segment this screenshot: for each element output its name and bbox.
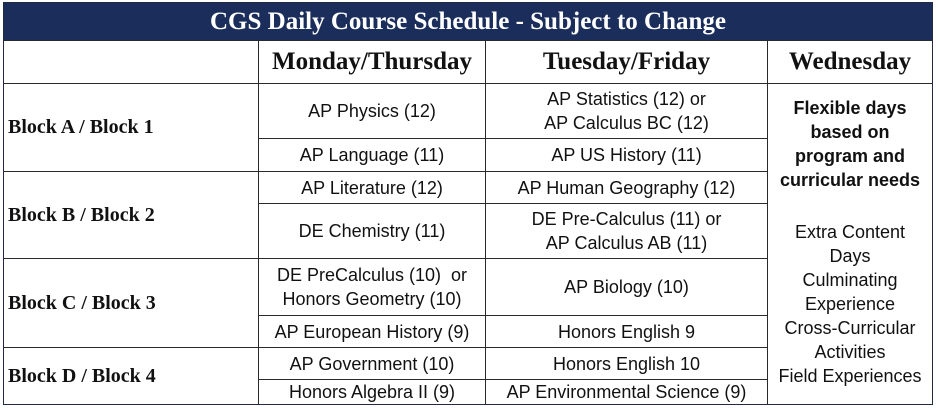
course-line: AP US History (11) (551, 145, 702, 165)
course-cell (258, 258, 485, 315)
course-cell (485, 138, 767, 171)
course-cell (258, 138, 485, 171)
course-cell (258, 315, 485, 347)
course-cell (485, 203, 767, 258)
course-line: Honors Algebra II (9) (288, 382, 456, 402)
wednesday-activity-line: Experience (804, 294, 896, 314)
wednesday-activity-line: Field Experiences (778, 366, 922, 386)
course-line: Honors English 9 (557, 321, 696, 342)
course-cell (258, 203, 485, 258)
course-cell (485, 379, 767, 404)
header-tuesday-friday: Tuesday/Friday (485, 40, 767, 83)
header-monday-thursday: Monday/Thursday (258, 40, 485, 83)
course-line: DE Chemistry (11) (298, 221, 446, 241)
course-line: AP Language (11) (299, 145, 445, 165)
course-line: AP European History (9) (274, 321, 470, 342)
course-line: DE PreCalculus (10) or (276, 265, 468, 285)
block-label: Block A / Block 1 (4, 83, 258, 171)
course-line: AP Physics (12) (308, 101, 436, 121)
wednesday-cell (767, 83, 932, 404)
header-wednesday: Wednesday (767, 40, 932, 83)
course-cell (485, 171, 767, 203)
wednesday-activity-line: Activities (814, 342, 886, 362)
course-line: AP Calculus AB (11) (545, 233, 708, 253)
course-cell (485, 258, 767, 315)
block-label: Block D / Block 4 (4, 347, 258, 404)
course-cell (485, 83, 767, 138)
course-cell (258, 379, 485, 404)
course-line: AP Literature (12) (301, 177, 443, 198)
course-line: Honors English 10 (552, 353, 701, 374)
wednesday-activity-line: Extra Content (794, 222, 906, 242)
wednesday-activity-line: Cross-Curricular (784, 318, 916, 338)
course-line: AP Human Geography (12) (517, 177, 736, 198)
course-line: AP Environmental Science (9) (506, 382, 747, 402)
course-cell (485, 347, 767, 379)
block-label: Block C / Block 3 (4, 258, 258, 347)
schedule-title: CGS Daily Course Schedule - Subject to Change (4, 3, 932, 40)
course-line: AP Calculus BC (12) (544, 113, 709, 133)
course-cell (258, 83, 485, 138)
wednesday-activity-line: Culminating (802, 270, 898, 290)
course-line: DE Pre-Calculus (11) or (531, 209, 722, 229)
wednesday-activity-line: Days (829, 246, 871, 266)
course-line: AP Government (10) (289, 353, 455, 374)
wednesday-flexible-line: Flexible days (793, 98, 907, 118)
course-line: Honors Geometry (10) (282, 289, 462, 309)
corner-cell (4, 40, 258, 83)
course-schedule-table (3, 2, 933, 405)
course-cell (485, 315, 767, 347)
wednesday-flexible-line: based on (810, 122, 890, 142)
block-label: Block B / Block 2 (4, 171, 258, 258)
course-line: AP Biology (10) (564, 277, 689, 297)
course-cell (258, 347, 485, 379)
wednesday-flexible-line: curricular needs (779, 170, 921, 190)
course-line: AP Statistics (12) or (547, 89, 706, 109)
course-cell (258, 171, 485, 203)
wednesday-flexible-line: program and (794, 146, 905, 166)
